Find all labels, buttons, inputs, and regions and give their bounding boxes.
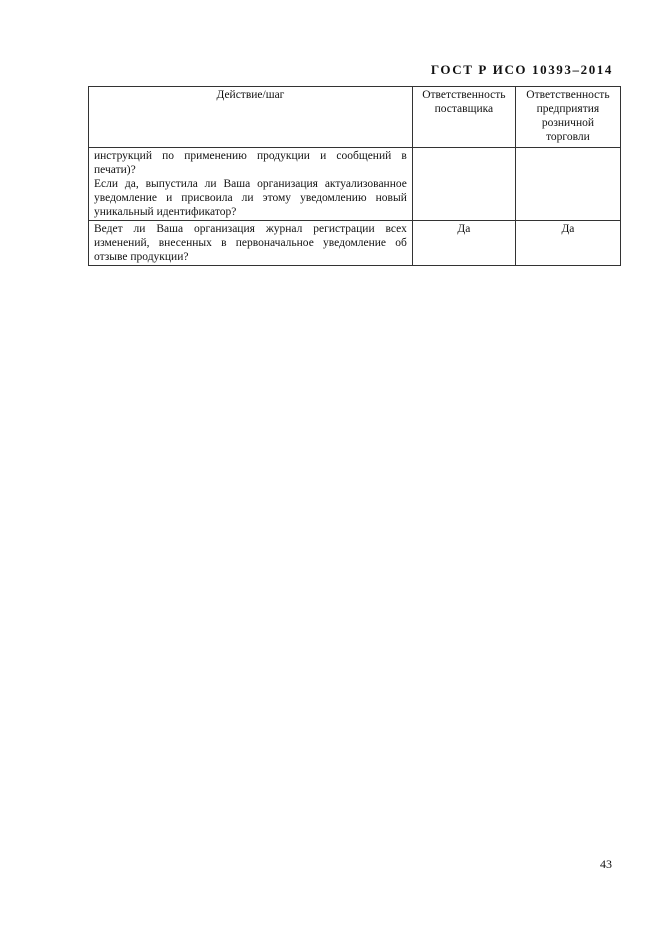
column-header-supplier: Ответственность поставщика [412,87,515,148]
column-header-action: Действие/шаг [89,87,413,148]
supplier-cell [412,148,515,221]
retailer-cell [515,148,620,221]
table-row [89,148,621,221]
action-text: Ведет ли Ваша организация журнал регистрации всех изменений, внесенных в первоначальное уведомление об отзыве продукции? [94,223,407,263]
retailer-cell: Да [515,221,620,266]
supplier-cell: Да [412,221,515,266]
page-number: 43 [600,857,612,871]
table-row [89,221,621,266]
action-text: инструкций по применению продукции и сообщений в печати)? [94,150,407,176]
responsibility-table [88,86,621,266]
standard-code: ГОСТ Р ИСО 10393–2014 [430,62,613,77]
table-header-row [89,87,621,148]
column-header-retailer: Ответственность предприятия розничной торговли [515,87,620,148]
action-cell [89,148,413,221]
action-cell [89,221,413,266]
action-text: Если да, выпустила ли Ваша организация актуализованное уведомление и присвоила ли этому уведомлению новый уникальный идентификатор? [94,178,407,218]
